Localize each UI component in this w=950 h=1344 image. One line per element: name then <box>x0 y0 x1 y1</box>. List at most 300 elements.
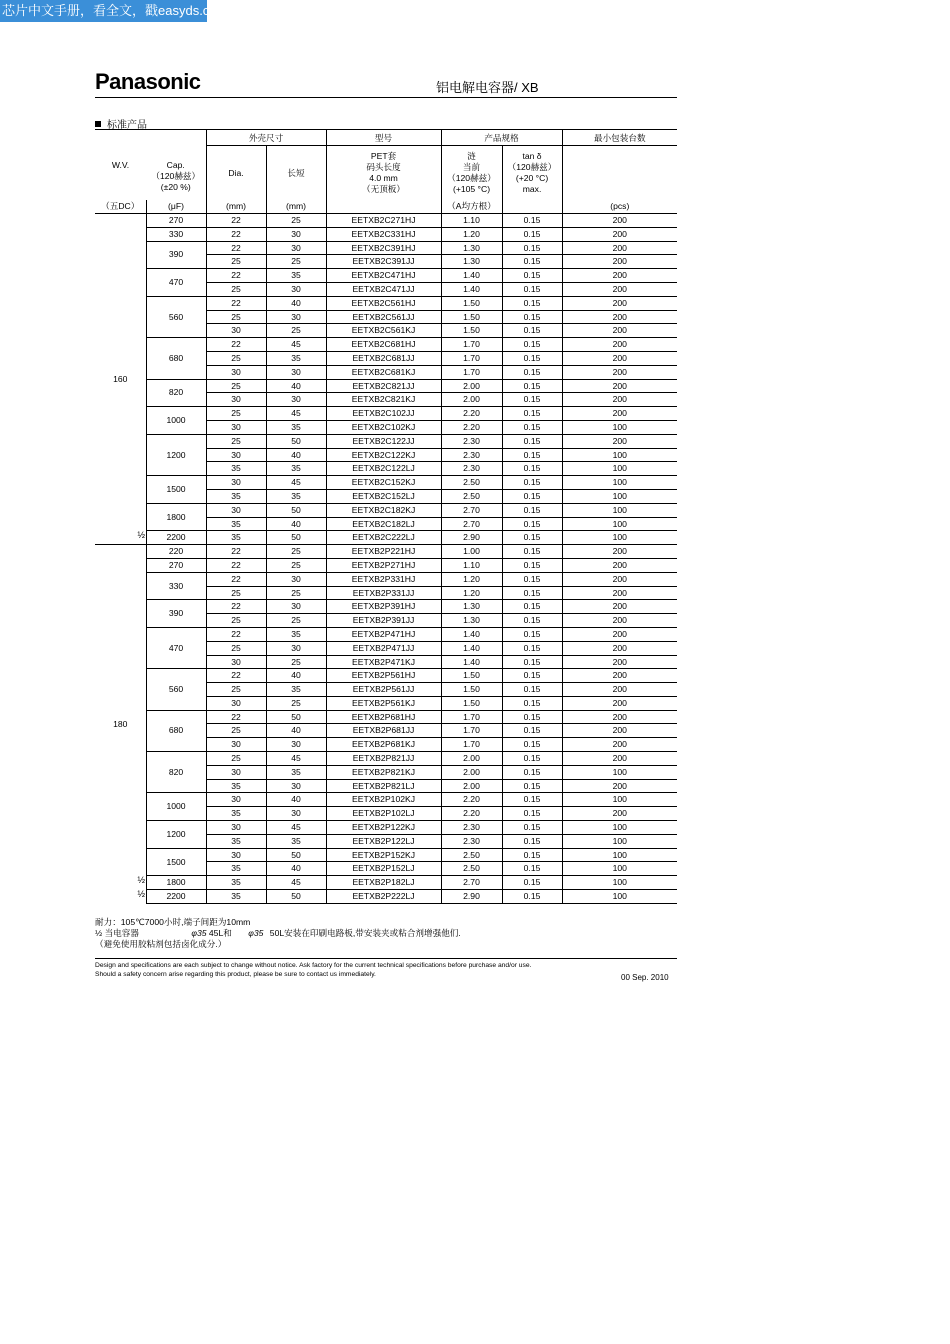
dia-cell: 30 <box>206 696 266 710</box>
length-cell: 45 <box>266 876 326 890</box>
ripple-cell: 1.40 <box>441 627 502 641</box>
length-cell: 35 <box>266 489 326 503</box>
pack-cell: 100 <box>562 531 677 545</box>
model-cell: EETXB2C102JJ <box>326 407 441 421</box>
model-cell: EETXB2C122LJ <box>326 462 441 476</box>
ripple-cell: 2.50 <box>441 489 502 503</box>
ripple-cell: 1.40 <box>441 641 502 655</box>
cap-cell: 270 <box>146 558 206 572</box>
ripple-cell: 2.90 <box>441 890 502 904</box>
ripple-cell: 2.00 <box>441 779 502 793</box>
pack-cell: 200 <box>562 255 677 269</box>
ripple-cell: 2.00 <box>441 752 502 766</box>
footnote-mark: ½ <box>137 530 146 541</box>
adhesive-note: （避免使用胶粘剂包括卤化成分.） <box>95 939 227 949</box>
dia-cell: 30 <box>206 821 266 835</box>
tan-cell: 0.15 <box>502 214 562 228</box>
dia-cell: 25 <box>206 255 266 269</box>
ripple-cell: 2.20 <box>441 793 502 807</box>
length-cell: 25 <box>266 324 326 338</box>
pack-cell: 100 <box>562 876 677 890</box>
model-cell: EETXB2P681KJ <box>326 738 441 752</box>
tan-cell: 0.15 <box>502 738 562 752</box>
length-cell: 30 <box>266 738 326 752</box>
tan-cell: 0.15 <box>502 282 562 296</box>
length-cell: 40 <box>266 448 326 462</box>
tan-cell: 0.15 <box>502 572 562 586</box>
model-cell: EETXB2P821LJ <box>326 779 441 793</box>
tan-cell: 0.15 <box>502 765 562 779</box>
pack-cell: 200 <box>562 351 677 365</box>
dia-cell: 30 <box>206 793 266 807</box>
length-cell: 35 <box>266 765 326 779</box>
revision-date: 00 Sep. 2010 <box>621 973 669 982</box>
length-cell: 35 <box>266 462 326 476</box>
ripple-header: 涟 当前 （120赫兹） (+105 °C) <box>441 146 502 200</box>
dia-cell: 22 <box>206 338 266 352</box>
table-row <box>95 531 677 545</box>
ripple-cell: 2.30 <box>441 462 502 476</box>
cap-cell: 1500 <box>146 476 206 504</box>
pack-cell: 100 <box>562 793 677 807</box>
length-cell: 30 <box>266 310 326 324</box>
length-cell: 50 <box>266 531 326 545</box>
ripple-cell: 2.20 <box>441 807 502 821</box>
model-cell: EETXB2P331JJ <box>326 586 441 600</box>
tan-cell: 0.15 <box>502 379 562 393</box>
pack-header <box>562 146 677 200</box>
pack-cell: 200 <box>562 365 677 379</box>
dia-cell: 22 <box>206 296 266 310</box>
dia-cell: 30 <box>206 448 266 462</box>
cap-cell: 2200 ½ <box>146 890 206 904</box>
ripple-cell: 1.40 <box>441 269 502 283</box>
ripple-cell: 1.50 <box>441 696 502 710</box>
ripple-cell: 2.00 <box>441 393 502 407</box>
model-cell: EETXB2P561KJ <box>326 696 441 710</box>
pack-cell: 200 <box>562 641 677 655</box>
dia-cell: 35 <box>206 862 266 876</box>
tan-cell: 0.15 <box>502 324 562 338</box>
cap-cell: 330 <box>146 227 206 241</box>
cap-cell: 560 <box>146 296 206 337</box>
table-row <box>95 503 677 517</box>
spec-group-header: 产品规格 <box>441 130 562 146</box>
dia-cell: 30 <box>206 848 266 862</box>
table-row <box>95 821 677 835</box>
dia-cell: 22 <box>206 545 266 559</box>
tan-cell: 0.15 <box>502 586 562 600</box>
dia-cell: 25 <box>206 641 266 655</box>
pack-cell: 200 <box>562 379 677 393</box>
ripple-cell: 2.50 <box>441 476 502 490</box>
cap-cell: 1800 ½ <box>146 876 206 890</box>
table-row <box>95 669 677 683</box>
model-cell: EETXB2C102KJ <box>326 420 441 434</box>
pack-cell: 200 <box>562 393 677 407</box>
length-cell: 30 <box>266 241 326 255</box>
ripple-cell: 2.30 <box>441 821 502 835</box>
length-cell: 25 <box>266 255 326 269</box>
length-unit: (mm) <box>266 200 326 214</box>
disclaimer-line-2: Should a safety concern arise regarding this product, please be sure to contact us immediately. <box>95 970 376 978</box>
dia-cell: 22 <box>206 600 266 614</box>
cap-cell: 680 <box>146 338 206 379</box>
pack-cell: 100 <box>562 420 677 434</box>
length-cell: 30 <box>266 282 326 296</box>
ripple-cell: 1.20 <box>441 572 502 586</box>
cap-cell: 1000 <box>146 407 206 435</box>
length-cell: 30 <box>266 572 326 586</box>
cap-header: Cap. （120赫兹） (±20 %) <box>151 159 201 192</box>
ripple-cell: 2.90 <box>441 531 502 545</box>
ripple-cell: 2.50 <box>441 848 502 862</box>
tan-cell: 0.15 <box>502 600 562 614</box>
header-rule <box>95 97 677 98</box>
model-cell: EETXB2C471HJ <box>326 269 441 283</box>
footer-rule <box>95 958 677 959</box>
tan-cell: 0.15 <box>502 821 562 835</box>
tan-cell: 0.15 <box>502 503 562 517</box>
length-cell: 30 <box>266 365 326 379</box>
disclaimer <box>95 962 531 979</box>
cap-cell: 820 <box>146 379 206 407</box>
table-row <box>95 296 677 310</box>
dia-cell: 35 <box>206 876 266 890</box>
pack-cell: 100 <box>562 503 677 517</box>
cap-cell: 820 <box>146 752 206 793</box>
model-cell: EETXB2P152KJ <box>326 848 441 862</box>
ripple-cell: 1.40 <box>441 655 502 669</box>
pack-cell: 100 <box>562 821 677 835</box>
table-row <box>95 214 677 228</box>
table-row <box>95 876 677 890</box>
dia-cell: 25 <box>206 379 266 393</box>
cap-cell: 390 <box>146 600 206 628</box>
tan-cell: 0.15 <box>502 227 562 241</box>
pack-cell: 200 <box>562 572 677 586</box>
cap-cell: 330 <box>146 572 206 600</box>
tan-cell: 0.15 <box>502 834 562 848</box>
length-cell: 40 <box>266 517 326 531</box>
model-cell: EETXB2C561JJ <box>326 310 441 324</box>
pack-cell: 100 <box>562 862 677 876</box>
length-cell: 30 <box>266 227 326 241</box>
model-cell: EETXB2C821KJ <box>326 393 441 407</box>
ripple-cell: 1.50 <box>441 324 502 338</box>
model-cell: EETXB2C182KJ <box>326 503 441 517</box>
ripple-cell: 1.40 <box>441 282 502 296</box>
length-cell: 25 <box>266 586 326 600</box>
pack-cell: 200 <box>562 241 677 255</box>
pack-cell: 200 <box>562 779 677 793</box>
length-cell: 50 <box>266 890 326 904</box>
tan-cell: 0.15 <box>502 241 562 255</box>
pack-cell: 100 <box>562 834 677 848</box>
tan-cell: 0.15 <box>502 338 562 352</box>
pack-cell: 100 <box>562 448 677 462</box>
model-cell: EETXB2P221HJ <box>326 545 441 559</box>
table-row <box>95 269 677 283</box>
ripple-cell: 1.70 <box>441 365 502 379</box>
tan-cell: 0.15 <box>502 890 562 904</box>
ripple-cell: 2.30 <box>441 434 502 448</box>
ripple-cell: 1.50 <box>441 296 502 310</box>
pack-cell: 200 <box>562 752 677 766</box>
ripple-cell: 1.20 <box>441 586 502 600</box>
table-row <box>95 338 677 352</box>
tan-unit-blank <box>502 200 562 214</box>
model-cell: EETXB2C182LJ <box>326 517 441 531</box>
dia-cell: 30 <box>206 420 266 434</box>
model-cell: EETXB2C122JJ <box>326 434 441 448</box>
dia-cell: 22 <box>206 627 266 641</box>
ripple-cell: 1.30 <box>441 600 502 614</box>
tan-cell: 0.15 <box>502 779 562 793</box>
length-cell: 30 <box>266 807 326 821</box>
dia-cell: 22 <box>206 269 266 283</box>
tan-cell: 0.15 <box>502 848 562 862</box>
pack-cell: 200 <box>562 600 677 614</box>
length-cell: 35 <box>266 351 326 365</box>
model-unit-blank <box>326 200 441 214</box>
pack-cell: 200 <box>562 558 677 572</box>
length-cell: 45 <box>266 476 326 490</box>
ripple-cell: 2.20 <box>441 420 502 434</box>
cap-cell: 2200 ½ <box>146 531 206 545</box>
ripple-cell: 1.10 <box>441 214 502 228</box>
table-row <box>95 848 677 862</box>
tan-cell: 0.15 <box>502 641 562 655</box>
cap-cell: 1200 <box>146 821 206 849</box>
length-cell: 35 <box>266 627 326 641</box>
length-cell: 40 <box>266 379 326 393</box>
length-cell: 25 <box>266 696 326 710</box>
tan-cell: 0.15 <box>502 476 562 490</box>
tan-cell: 0.15 <box>502 448 562 462</box>
model-cell: EETXB2P681HJ <box>326 710 441 724</box>
tan-cell: 0.15 <box>502 655 562 669</box>
watermark-banner[interactable]: 芯片中文手册，看全文，戳easyds.cn <box>0 0 207 22</box>
length-cell: 25 <box>266 614 326 628</box>
length-cell: 40 <box>266 669 326 683</box>
cap-cell: 270 <box>146 214 206 228</box>
tan-cell: 0.15 <box>502 614 562 628</box>
length-cell: 30 <box>266 641 326 655</box>
dia-cell: 25 <box>206 407 266 421</box>
length-cell: 35 <box>266 683 326 697</box>
tan-cell: 0.15 <box>502 545 562 559</box>
ripple-cell: 1.70 <box>441 351 502 365</box>
ripple-cell: 1.50 <box>441 669 502 683</box>
dia-cell: 25 <box>206 434 266 448</box>
size-group-header: 外壳尺寸 <box>206 130 326 146</box>
cap-cell: 470 <box>146 627 206 668</box>
dia-cell: 30 <box>206 476 266 490</box>
tan-cell: 0.15 <box>502 724 562 738</box>
dia-cell: 25 <box>206 614 266 628</box>
pack-cell: 200 <box>562 614 677 628</box>
length-cell: 25 <box>266 545 326 559</box>
dia-cell: 30 <box>206 503 266 517</box>
pack-cell: 100 <box>562 476 677 490</box>
cap-header-blank <box>146 130 206 146</box>
table-row <box>95 752 677 766</box>
pack-cell: 200 <box>562 724 677 738</box>
model-cell: EETXB2P182LJ <box>326 876 441 890</box>
dia-cell: 30 <box>206 365 266 379</box>
length-cell: 50 <box>266 710 326 724</box>
model-cell: EETXB2P102LJ <box>326 807 441 821</box>
length-cell: 30 <box>266 600 326 614</box>
dia-cell: 25 <box>206 586 266 600</box>
tan-cell: 0.15 <box>502 793 562 807</box>
table-row <box>95 476 677 490</box>
pack-unit: (pcs) <box>562 200 677 214</box>
pack-cell: 200 <box>562 269 677 283</box>
length-cell: 50 <box>266 434 326 448</box>
length-cell: 40 <box>266 296 326 310</box>
tan-cell: 0.15 <box>502 434 562 448</box>
min-pack-header: 最小包装台数 <box>562 130 677 146</box>
cap-unit: (μF) <box>146 200 206 214</box>
pack-cell: 200 <box>562 669 677 683</box>
model-cell: EETXB2P471KJ <box>326 655 441 669</box>
table-row <box>95 710 677 724</box>
ripple-cell: 1.50 <box>441 683 502 697</box>
model-cell: EETXB2P152LJ <box>326 862 441 876</box>
disclaimer-line-1: Design and specifications are each subject to change without notice. Ask factory for the current technical specifications before purchase and/or use. <box>95 962 532 969</box>
dia-cell: 30 <box>206 393 266 407</box>
tan-cell: 0.15 <box>502 269 562 283</box>
dia-cell: 35 <box>206 517 266 531</box>
pack-cell: 200 <box>562 683 677 697</box>
model-cell: EETXB2C681JJ <box>326 351 441 365</box>
table-row <box>95 407 677 421</box>
tan-cell: 0.15 <box>502 351 562 365</box>
dia-header: Dia. <box>206 146 266 200</box>
dia-cell: 25 <box>206 724 266 738</box>
tan-cell: 0.15 <box>502 255 562 269</box>
tan-cell: 0.15 <box>502 310 562 324</box>
model-cell: EETXB2P391JJ <box>326 614 441 628</box>
table-row <box>95 572 677 586</box>
dia-cell: 30 <box>206 738 266 752</box>
length-header: 长短 <box>266 146 326 200</box>
pack-cell: 200 <box>562 807 677 821</box>
dia-cell: 35 <box>206 779 266 793</box>
model-cell: EETXB2C152LJ <box>326 489 441 503</box>
tan-cell: 0.15 <box>502 296 562 310</box>
dia-cell: 22 <box>206 214 266 228</box>
tan-cell: 0.15 <box>502 627 562 641</box>
ripple-cell: 1.70 <box>441 724 502 738</box>
pack-cell: 100 <box>562 848 677 862</box>
ripple-cell: 2.00 <box>441 379 502 393</box>
cap-cell: 390 <box>146 241 206 269</box>
pack-cell: 100 <box>562 489 677 503</box>
spec-table <box>95 129 677 904</box>
pack-cell: 200 <box>562 324 677 338</box>
model-cell: EETXB2P561HJ <box>326 669 441 683</box>
wv-cell: 160 <box>95 214 146 545</box>
model-group-header: 型号 <box>326 130 441 146</box>
dia-cell: 25 <box>206 351 266 365</box>
dia-cell: 25 <box>206 310 266 324</box>
ripple-cell: 2.70 <box>441 876 502 890</box>
length-cell: 40 <box>266 724 326 738</box>
tan-cell: 0.15 <box>502 876 562 890</box>
table-row <box>95 241 677 255</box>
length-cell: 35 <box>266 269 326 283</box>
ripple-cell: 1.30 <box>441 241 502 255</box>
pack-cell: 200 <box>562 310 677 324</box>
cap-cell: 1800 <box>146 503 206 531</box>
dia-cell: 25 <box>206 752 266 766</box>
tan-cell: 0.15 <box>502 752 562 766</box>
cap-cell: 680 <box>146 710 206 751</box>
length-cell: 40 <box>266 793 326 807</box>
tan-header: tan δ （120赫兹） (+20 °C) max. <box>502 146 562 200</box>
length-cell: 35 <box>266 420 326 434</box>
pack-cell: 200 <box>562 282 677 296</box>
dia-cell: 35 <box>206 834 266 848</box>
model-cell: EETXB2C681KJ <box>326 365 441 379</box>
cap-cell: 470 <box>146 269 206 297</box>
ripple-cell: 1.70 <box>441 338 502 352</box>
length-cell: 30 <box>266 779 326 793</box>
dia-cell: 35 <box>206 890 266 904</box>
wv-unit: （五DC） <box>95 200 146 214</box>
model-cell: EETXB2P821KJ <box>326 765 441 779</box>
document-title: 铝电解电容器/ XB <box>436 80 539 95</box>
tan-cell: 0.15 <box>502 365 562 379</box>
tan-cell: 0.15 <box>502 807 562 821</box>
dia-cell: 30 <box>206 765 266 779</box>
dia-cell: 35 <box>206 489 266 503</box>
pack-cell: 200 <box>562 710 677 724</box>
ripple-cell: 2.70 <box>441 517 502 531</box>
table-row <box>95 627 677 641</box>
ripple-cell: 2.50 <box>441 862 502 876</box>
footnote-mark: ½ <box>137 889 146 900</box>
pack-cell: 100 <box>562 462 677 476</box>
pack-cell: 100 <box>562 890 677 904</box>
ripple-cell: 1.20 <box>441 227 502 241</box>
table-row <box>95 379 677 393</box>
pack-cell: 200 <box>562 696 677 710</box>
dia-cell: 35 <box>206 531 266 545</box>
ripple-cell: 1.00 <box>441 545 502 559</box>
cap-cell: 1000 <box>146 793 206 821</box>
tan-cell: 0.15 <box>502 393 562 407</box>
model-cell: EETXB2C561KJ <box>326 324 441 338</box>
cap-cell: 560 <box>146 669 206 710</box>
table-row <box>95 793 677 807</box>
dia-cell: 22 <box>206 558 266 572</box>
model-cell: EETXB2P561JJ <box>326 683 441 697</box>
pack-cell: 200 <box>562 627 677 641</box>
tan-cell: 0.15 <box>502 462 562 476</box>
model-cell: EETXB2P102KJ <box>326 793 441 807</box>
table-row <box>95 600 677 614</box>
ripple-cell: 2.70 <box>441 503 502 517</box>
tan-cell: 0.15 <box>502 862 562 876</box>
footnote-mark: ½ <box>137 875 146 886</box>
pack-cell: 200 <box>562 338 677 352</box>
length-cell: 50 <box>266 848 326 862</box>
length-cell: 25 <box>266 214 326 228</box>
